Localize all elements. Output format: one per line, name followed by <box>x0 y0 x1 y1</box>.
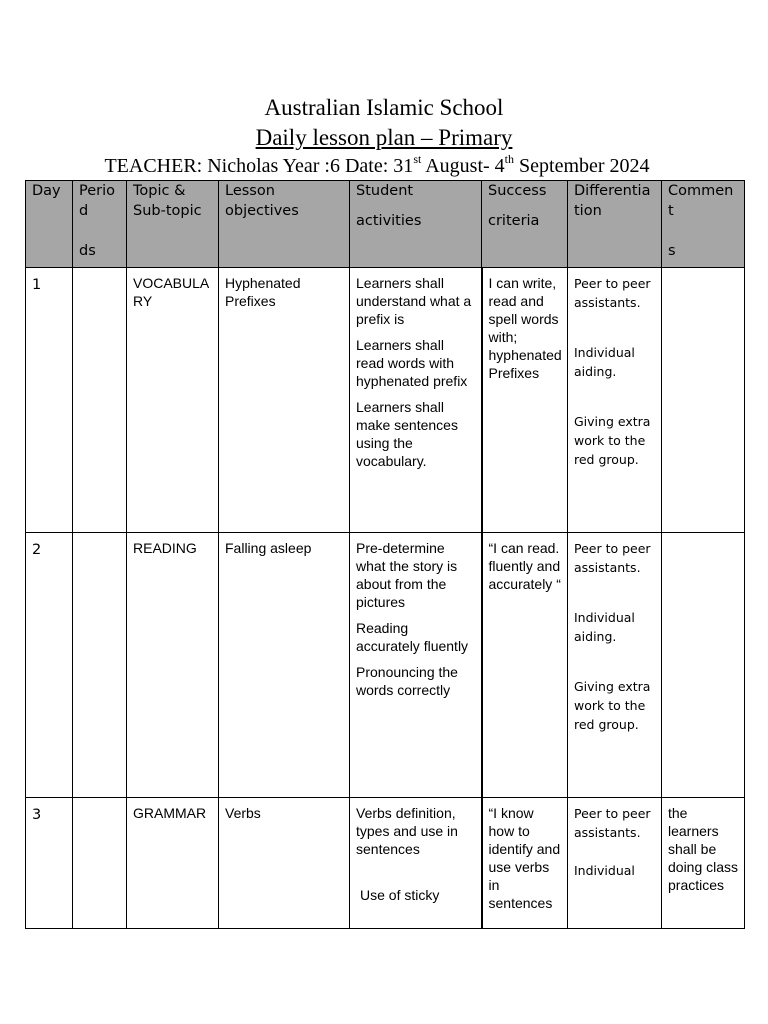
header-comments <box>662 181 745 268</box>
period-cell <box>73 268 127 533</box>
day-cell: 1 <box>26 268 73 533</box>
table-row <box>26 268 745 533</box>
differentiation-item: Giving extra work to the red group. <box>574 679 651 732</box>
header-topic: Topic & Sub-topic <box>127 181 219 268</box>
differentiation-item: Giving extra work to the red group. <box>574 414 651 467</box>
header-period-line: Perio <box>79 183 116 199</box>
plan-title: Daily lesson plan – Primary <box>255 125 513 150</box>
topic-cell: VOCABULARY <box>127 268 219 533</box>
header-objectives: Lesson objectives <box>219 181 350 268</box>
teacher-line-part: September 2024 <box>514 155 650 177</box>
header-period-line: d <box>79 203 89 219</box>
table-row <box>26 533 745 798</box>
teacher-date-line <box>0 153 761 179</box>
objective-cell: Verbs <box>219 798 350 929</box>
header-activities <box>350 181 482 268</box>
activities-cell <box>350 533 482 798</box>
activity-item: Reading accurately fluently <box>356 620 469 654</box>
activity-item: Pre-determine what the story is about from the pictures <box>356 540 458 610</box>
header-success-line: criteria <box>488 213 540 229</box>
header-success-line: Success <box>488 183 547 199</box>
activities-cell <box>350 798 482 929</box>
period-cell <box>73 533 127 798</box>
objective-cell: Falling asleep <box>219 533 350 798</box>
success-cell: “I know how to identify and use verbs in sentences <box>482 798 568 929</box>
success-cell: I can write, read and spell words with; hyphenated Prefixes <box>482 268 568 533</box>
table-header-row <box>26 181 745 268</box>
activity-item: Learners shall make sentences using the vocabulary. <box>356 399 458 469</box>
differentiation-item: Peer to peer assistants. <box>574 276 651 310</box>
date-suffix: th <box>504 152 515 166</box>
differentiation-item: Individual aiding. <box>574 610 635 644</box>
school-name: Australian Islamic School <box>264 95 504 120</box>
differentiation-item: Peer to peer assistants. <box>574 541 651 575</box>
header-differentiation: Differentiation <box>568 181 662 268</box>
header-comments-line: Comment <box>668 183 734 219</box>
header-period <box>73 181 127 268</box>
comments-cell: the learners shall be doing class practices <box>662 798 745 929</box>
differentiation-cell <box>568 533 662 798</box>
day-cell: 3 <box>26 798 73 929</box>
topic-cell: READING <box>127 533 219 798</box>
differentiation-item: Individual <box>574 863 635 878</box>
activity-item: Use of sticky <box>360 887 440 903</box>
teacher-line-part: TEACHER: Nicholas Year :6 Date: 31 <box>104 155 414 177</box>
activity-item: Learners shall read words with hyphenated prefix <box>356 337 468 389</box>
table-row <box>26 798 745 929</box>
comments-cell <box>662 533 745 798</box>
differentiation-item: Peer to peer assistants. <box>574 806 651 840</box>
header-activities-line: Student <box>356 183 414 199</box>
activity-item: Learners shall understand what a prefix is <box>356 275 472 327</box>
header-day: Day <box>26 181 73 268</box>
objective-cell: Hyphenated Prefixes <box>219 268 350 533</box>
activity-item: Verbs definition, types and use in sentences <box>356 805 458 857</box>
activities-cell <box>350 268 482 533</box>
differentiation-cell <box>568 798 662 929</box>
topic-cell: GRAMMAR <box>127 798 219 929</box>
differentiation-cell <box>568 268 662 533</box>
header-activities-line: activities <box>356 213 422 229</box>
lesson-plan-table <box>25 180 745 929</box>
differentiation-item: Individual aiding. <box>574 345 635 379</box>
success-cell: “I can read. fluently and accurately “ <box>482 533 568 798</box>
header-period-line: ds <box>79 243 96 259</box>
date-suffix: st <box>413 152 422 166</box>
header-success <box>482 181 568 268</box>
period-cell <box>73 798 127 929</box>
teacher-line-part: August- 4 <box>421 155 505 177</box>
header-comments-line: s <box>668 243 676 259</box>
day-cell: 2 <box>26 533 73 798</box>
activity-item: Pronouncing the words correctly <box>356 664 458 698</box>
comments-cell <box>662 268 745 533</box>
